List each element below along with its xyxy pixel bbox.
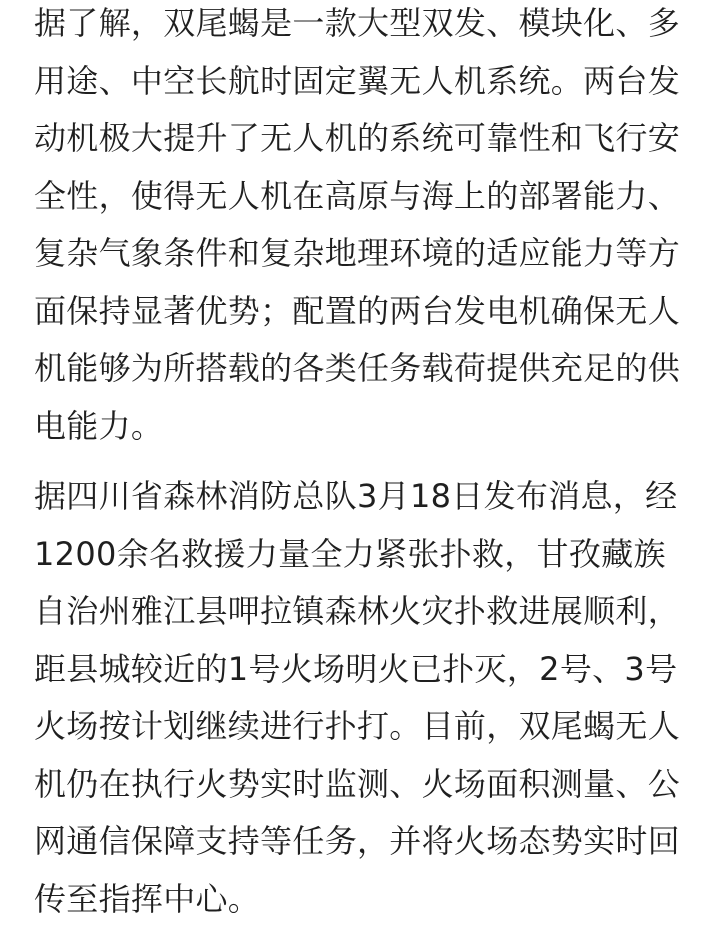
text-line: 电能力。 bbox=[34, 398, 680, 456]
text-line: 复杂气象条件和复杂地理环境的适应能力等方 bbox=[34, 225, 680, 283]
text-line: 用途、中空长航时固定翼无人机系统。两台发 bbox=[34, 53, 680, 111]
text-line: 动机极大提升了无人机的系统可靠性和飞行安 bbox=[34, 110, 680, 168]
text-line: 1200余名救援力量全力紧张扑救，甘孜藏族 bbox=[34, 526, 680, 584]
text-line: 全性，使得无人机在高原与海上的部署能力、 bbox=[34, 168, 680, 226]
text-line: 自治州雅江县呷拉镇森林火灾扑救进展顺利， bbox=[34, 583, 680, 641]
text-line: 据四川省森林消防总队3月18日发布消息，经 bbox=[34, 468, 680, 526]
text-line: 机仍在执行火势实时监测、火场面积测量、公 bbox=[34, 756, 680, 814]
paragraph-drone-description bbox=[34, 0, 680, 455]
text-line: 网通信保障支持等任务，并将火场态势实时回 bbox=[34, 813, 680, 871]
text-line: 传至指挥中心。 bbox=[34, 871, 680, 928]
text-line: 距县城较近的1号火场明火已扑灭，2号、3号 bbox=[34, 641, 680, 699]
text-line: 机能够为所搭载的各类任务载荷提供充足的供 bbox=[34, 340, 680, 398]
text-line: 面保持显著优势；配置的两台发电机确保无人 bbox=[34, 283, 680, 341]
paragraph-fire-update bbox=[34, 468, 680, 928]
text-line: 据了解，双尾蝎是一款大型双发、模块化、多 bbox=[34, 0, 680, 53]
text-line: 火场按计划继续进行扑打。目前，双尾蝎无人 bbox=[34, 698, 680, 756]
